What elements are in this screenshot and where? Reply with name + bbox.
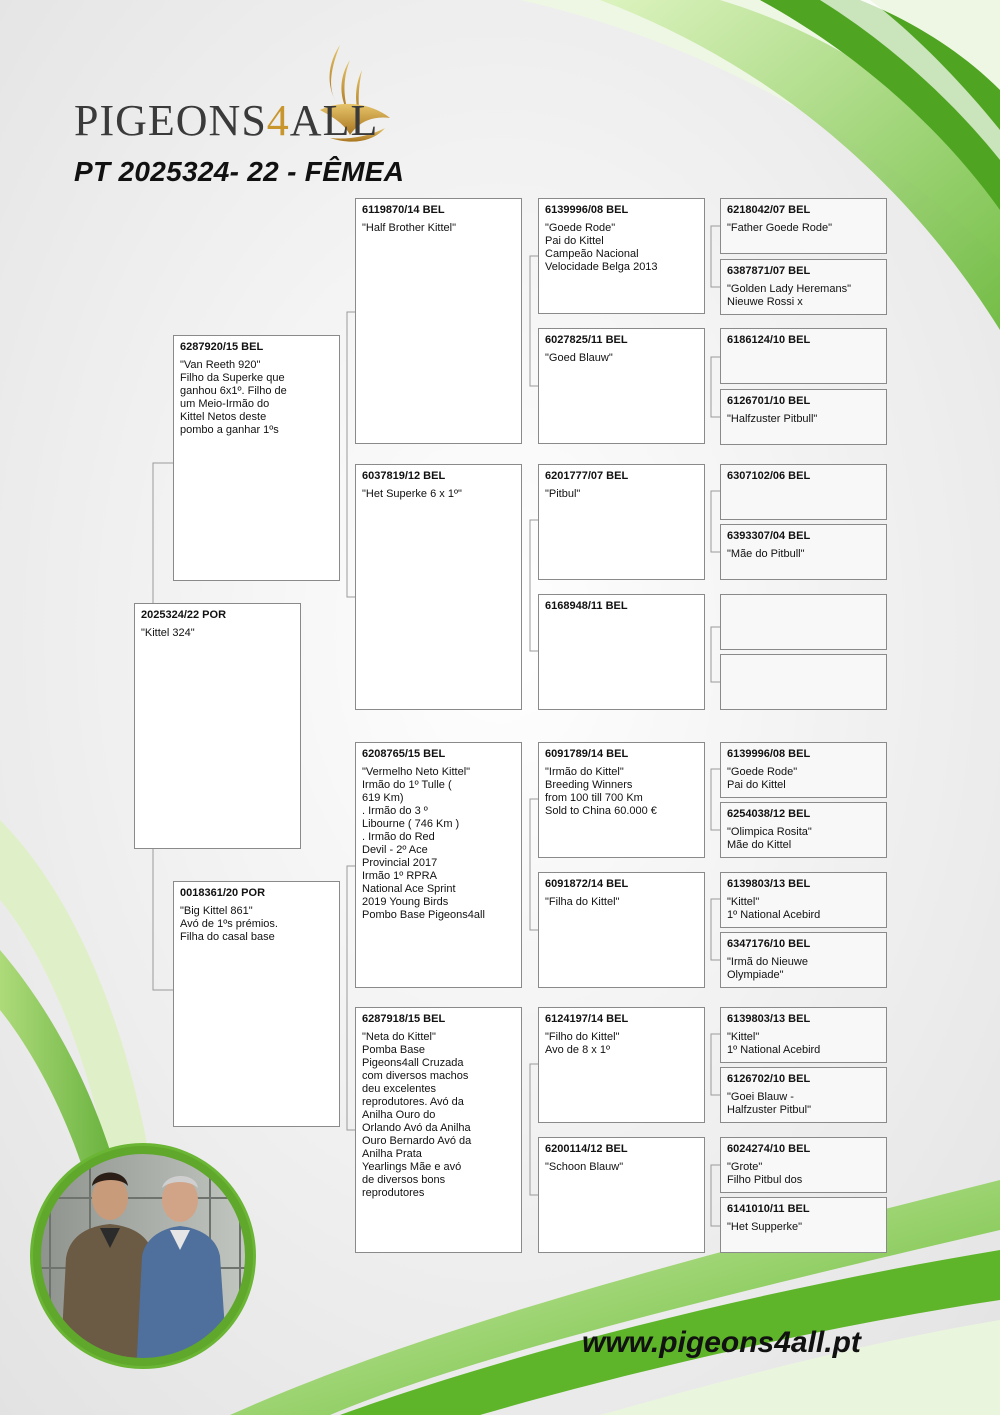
pigeon-name: "Olimpica Rosita" — [727, 826, 812, 838]
ring-number: 6287920/15 BEL — [180, 341, 264, 353]
pigeon-name: "Schoon Blauw" — [545, 1161, 624, 1173]
ring-number: 6139996/08 BEL — [545, 204, 629, 216]
pigeon-name: "Half Brother Kittel" — [362, 222, 457, 234]
pigeon-name: "Father Goede Rode" — [727, 222, 833, 234]
pedigree-card-g4-7 — [720, 654, 887, 710]
pigeon-description: 1º National Acebird — [727, 1044, 821, 1056]
pigeon-name: "Het Superke 6 x 1º" — [362, 488, 462, 500]
ring-number: 6287918/15 BEL — [362, 1013, 446, 1025]
ring-number: 6124197/14 BEL — [545, 1013, 629, 1025]
ring-number: 6024274/10 BEL — [727, 1143, 811, 1155]
pigeon-description: Irmão do 1º Tulle ( 619 Km) . Irmão do 3 º Libourne ( 746 Km ) . Irmão do Red Devil - 2º Ace Provincial 2017 Irmão 1º RPRA National Ace Sprint 2019 Young Birds Pombo Base Pigeons4all — [362, 779, 485, 921]
pedigree-card-ss — [355, 198, 522, 444]
pedigree-card-subject — [134, 603, 301, 849]
pedigree-card-g4-5 — [720, 524, 887, 580]
ring-number: 6168948/11 BEL — [545, 600, 628, 612]
pigeon-name: "Vermelho Neto Kittel" — [362, 766, 471, 778]
pigeon-description: Pomba Base Pigeons4all Cruzada com diversos machos deu excelentes reprodutores. Avó da Anilha Ouro do Orlando Avó da Anilha Ouro Bernardo Avó da Anilha Prata Yearlings Mãe e avó de diversos bons reprodutores — [362, 1044, 472, 1199]
ring-number: 6393307/04 BEL — [727, 530, 811, 542]
pedigree-card-dss — [538, 742, 705, 858]
pigeon-name: "Pitbul" — [545, 488, 581, 500]
pigeon-name: "Neta do Kittel" — [362, 1031, 436, 1043]
pigeon-name: "Irmão do Kittel" — [545, 766, 624, 778]
ring-number: 2025324/22 POR — [141, 609, 227, 621]
page-title: PT 2025324- 22 - FÊMEA — [74, 156, 405, 187]
pigeon-name: "Goede Rode" — [727, 766, 798, 778]
pedigree-card-sdd — [538, 594, 705, 710]
pedigree-card-dsd — [538, 872, 705, 988]
pigeon-description: Pai do Kittel — [727, 779, 786, 791]
pigeon-name: "Filho do Kittel" — [545, 1031, 620, 1043]
pedigree-card-ssd — [538, 328, 705, 444]
pigeon-name: "Halfzuster Pitbull" — [727, 413, 818, 425]
pigeon-name: "Kittel" — [727, 1031, 760, 1043]
pigeon-name: "Kittel 324" — [141, 627, 195, 639]
ring-number: 6139803/13 BEL — [727, 1013, 811, 1025]
pedigree-card-g4-8 — [720, 742, 887, 798]
ring-number: 6091872/14 BEL — [545, 878, 629, 890]
website-url[interactable]: www.pigeons4all.pt — [582, 1326, 861, 1359]
pedigree-card-g4-15 — [720, 1197, 887, 1253]
pigeon-name: "Irmã do Nieuwe Olympiade" — [727, 956, 808, 981]
ring-number: 6347176/10 BEL — [727, 938, 811, 950]
pigeon-description: Filho da Superke que ganhou 6x1º. Filho de um Meio-Irmão do Kittel Netos deste pombo a ganhar 1ºs — [180, 372, 287, 436]
pigeon-description: Nieuwe Rossi x — [727, 296, 803, 308]
pedigree-card-sire — [173, 335, 340, 581]
pigeon-name: "Goede Rode" — [545, 222, 616, 234]
pigeon-description: Avó de 1ºs prémios. Filha do casal base — [180, 918, 278, 943]
pigeon-description: Mãe do Kittel — [727, 839, 792, 851]
pigeon-name: "Van Reeth 920" — [180, 359, 261, 371]
ring-number: 6201777/07 BEL — [545, 470, 629, 482]
pigeon-name: "Mãe do Pitbull" — [727, 548, 805, 560]
pedigree-card-g4-6 — [720, 594, 887, 650]
ring-number: 6307102/06 BEL — [727, 470, 811, 482]
pigeon-description: Filho Pitbul dos — [727, 1174, 803, 1186]
pedigree-card-dds — [538, 1007, 705, 1123]
ring-number: 6208765/15 BEL — [362, 748, 446, 760]
ring-number: 6387871/07 BEL — [727, 265, 811, 277]
ring-number: 6200114/12 BEL — [545, 1143, 628, 1155]
ring-number: 6139803/13 BEL — [727, 878, 811, 890]
pedigree-card-sd — [355, 464, 522, 710]
pedigree-card-ddd — [538, 1137, 705, 1253]
pigeon-name: "Goed Blauw" — [545, 352, 613, 364]
ring-number: 6141010/11 BEL — [727, 1203, 810, 1215]
pedigree-card-dd — [355, 1007, 522, 1253]
pigeon-name: "Het Supperke" — [727, 1221, 803, 1233]
breeders-photo — [30, 1138, 256, 1374]
pigeon-name: "Big Kittel 861" — [180, 905, 253, 917]
ring-number: 6027825/11 BEL — [545, 334, 628, 346]
ring-number: 6091789/14 BEL — [545, 748, 629, 760]
ring-number: 6126702/10 BEL — [727, 1073, 811, 1085]
pigeon-description: 1º National Acebird — [727, 909, 821, 921]
ring-number: 6139996/08 BEL — [727, 748, 811, 760]
pigeon-name: "Filha do Kittel" — [545, 896, 620, 908]
pedigree-card-g4-3 — [720, 389, 887, 445]
ring-number: 6126701/10 BEL — [727, 395, 811, 407]
pedigree-card-g4-0 — [720, 198, 887, 254]
ring-number: 6037819/12 BEL — [362, 470, 446, 482]
logo-word-all: ALL — [289, 96, 379, 145]
pedigree-card-dam — [173, 881, 340, 1127]
ring-number: 6218042/07 BEL — [727, 204, 811, 216]
pigeon-description: Pai do Kittel Campeão Nacional Velocidade Belga 2013 — [545, 235, 658, 273]
pigeon-name: "Grote" — [727, 1161, 763, 1173]
pedigree-card-g4-11 — [720, 932, 887, 988]
pedigree-card-g4-4 — [720, 464, 887, 520]
pedigree-card-g4-9 — [720, 802, 887, 858]
pigeon-description: Avo de 8 x 1º — [545, 1044, 610, 1056]
pigeon-name: "Goei Blauw - Halfzuster Pitbul" — [727, 1091, 811, 1116]
pedigree-card-g4-10 — [720, 872, 887, 928]
pedigree-card-ds — [355, 742, 522, 988]
pigeon-name: "Kittel" — [727, 896, 760, 908]
logo-word-four: 4 — [266, 96, 290, 145]
ring-number: 0018361/20 POR — [180, 887, 266, 899]
ring-number: 6254038/12 BEL — [727, 808, 811, 820]
pedigree-card-sss — [538, 198, 705, 314]
ring-number: 6119870/14 BEL — [362, 204, 445, 216]
pedigree-card-g4-1 — [720, 259, 887, 315]
ring-number: 6186124/10 BEL — [727, 334, 811, 346]
pedigree-card-g4-13 — [720, 1067, 887, 1123]
pedigree-card-g4-2 — [720, 328, 887, 384]
logo-word-pigeons: PIGEONS — [74, 96, 267, 145]
pedigree-card-g4-14 — [720, 1137, 887, 1193]
pedigree-card-sds — [538, 464, 705, 580]
pedigree-card-g4-12 — [720, 1007, 887, 1063]
pigeon-description: Breeding Winners from 100 till 700 Km Sold to China 60.000 € — [545, 779, 657, 817]
pigeon-name: "Golden Lady Heremans" — [727, 283, 851, 295]
